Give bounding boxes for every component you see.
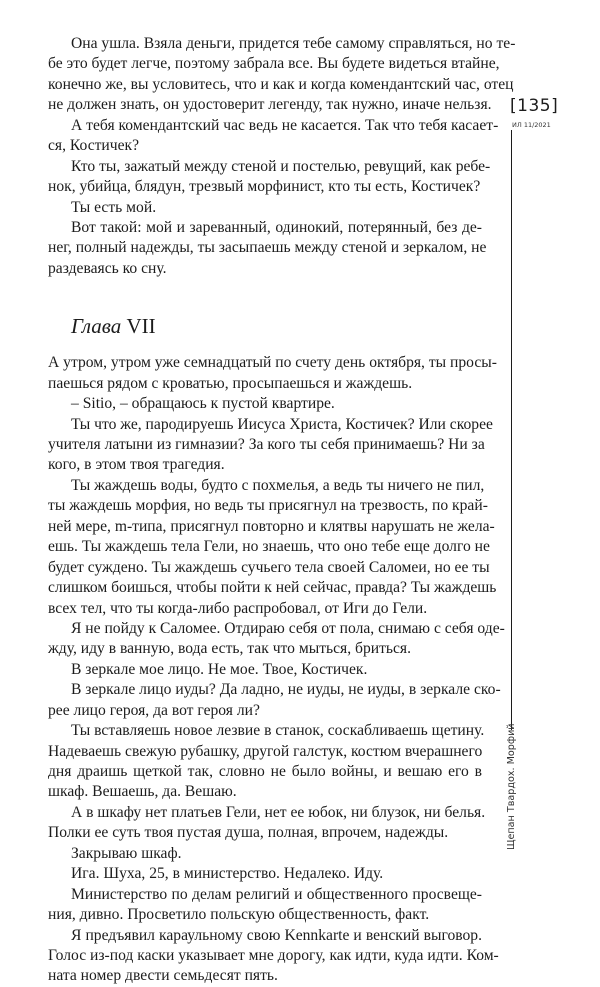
text-line: кого, в этом твоя трагедия. (48, 456, 225, 474)
text-line: А утром, утром уже семнадцатый по счету день октября, ты просы- (48, 354, 497, 372)
text-line: ней мере, m-типа, присягнул повторно и клятвы нарушать не жела- (48, 517, 495, 535)
text-line: В зеркале мое лицо. Не мое. Твое, Костичек. (71, 660, 368, 678)
text-line: Ига. Шуха, 25, в министерство. Недалеко. Иду. (71, 865, 384, 883)
text-after-chapter (48, 353, 505, 987)
text-line: учителя латыни из гимназии? За кого ты себя принимаешь? Ни за (48, 436, 485, 453)
text-line: жду, иду в ванную, вода есть, так что мыться, бриться. (48, 640, 412, 658)
chapter-word: Глава (71, 314, 122, 339)
text-line: Кто ты, зажатый между стеной и постелью, ревущий, как ребе- (71, 157, 491, 175)
text-line: А в шкафу нет платьев Гели, нет ее юбок, ни блузок, ни белья. (71, 803, 486, 821)
text-line: Голос из-под каски указывает мне дорогу, как идти, куда идти. Ком- (48, 946, 499, 964)
text-line: рее лицо героя, да вот героя ли? (48, 701, 260, 719)
text-line: Ты вставляешь новое лезвие в станок, соскабливаешь щетину. (71, 722, 485, 740)
text-line: Надеваешь свежую рубашку, другой галстук, костюм вчерашнего (48, 742, 483, 760)
text-line: слишком боишься, чтобы пойти к ней сейчас, правда? Ты жаждешь (48, 579, 497, 597)
text-line: конечно же, вы условитесь, что и как и когда комендантский час, отец (48, 75, 514, 93)
text-line: Она ушла. Взяла деньги, придется тебе самому справляться, но те- (71, 35, 516, 52)
text-line: А тебя комендантский час ведь не касается. Так что тебя касает- (71, 116, 499, 134)
text-line: Полки ее суть твоя пустая душа, полная, впрочем, надежды. (48, 824, 449, 842)
text-line: шкаф. Вешаешь, да. Вешаю. (48, 783, 237, 801)
text-line: Я не пойду к Саломее. Отдираю себя от пола, снимаю с себя оде- (71, 619, 505, 637)
text-line: ния, дивно. Просветило польскую общественность, факт. (48, 906, 430, 924)
text-before-chapter (48, 34, 516, 279)
chapter-numeral: VII (126, 314, 156, 339)
text-line: ната номер двести семьдесят пять. (48, 967, 278, 985)
text-line: Ты что же, пародируешь Иисуса Христа, Костичек? Или скорее (71, 415, 493, 433)
text-line: Вот такой: мой и зареванный, одинокий, потерянный, без де- (71, 218, 482, 236)
text-line: будет суждено. Ты жаждешь сучьего тела своей Саломеи, но ее ты (48, 558, 490, 576)
text-line: ты жаждешь морфия, но ведь ты присягнул на трезвость, по край- (48, 497, 488, 515)
text-line: Закрываю шкаф. (71, 844, 182, 862)
text-line: паешься рядом с кроватью, просыпаешься и жаждешь. (48, 374, 413, 392)
vertical-rule (511, 130, 512, 730)
text-line: – Sitio, – обращаюсь к пустой квартире. (71, 395, 335, 413)
text-line: Я предъявил караульному свою Kennkarte и венский выговор. (71, 926, 482, 944)
text-line: Министерство по делам религий и общественного просвеще- (71, 885, 482, 903)
text-line: В зеркале лицо иуды? Да ладно, не иуды, не иуды, в зеркале ско- (71, 681, 501, 699)
text-line: Ты есть мой. (71, 198, 157, 216)
text-line: ешь. Ты жаждешь тела Гели, но знаешь, что оно тебе еще долго не (48, 538, 490, 556)
text-line: всех тел, что ты когда-либо распробовал, от Иги до Гели. (48, 599, 428, 617)
text-line: бе это будет легче, поэтому забрала все. Вы будете видеться втайне, (48, 55, 500, 73)
issue-label: ИЛ 11/2021 (512, 121, 551, 129)
text-line: Ты жаждешь воды, будто с похмелья, а ведь ты ничего не пил, (71, 476, 485, 494)
chapter-heading (48, 313, 482, 339)
text-line: не должен знать, он удостоверит легенду, так нужно, иначе нельзя. (48, 96, 492, 114)
text-line: ся, Костичек? (48, 137, 140, 155)
text-line: дня драишь щеткой так, словно не было войны, и вешаю его в (48, 763, 482, 780)
text-line: нег, полный надежды, ты засыпаешь между стеной и зеркалом, не (48, 239, 487, 257)
running-title: Щепан Твардох. Морфий (506, 723, 517, 850)
page-number: [135] (510, 96, 559, 116)
text-line: раздеваясь ко сну. (48, 259, 167, 277)
text-line: нок, убийца, блядун, трезвый морфинист, кто ты есть, Костичек? (48, 178, 481, 196)
